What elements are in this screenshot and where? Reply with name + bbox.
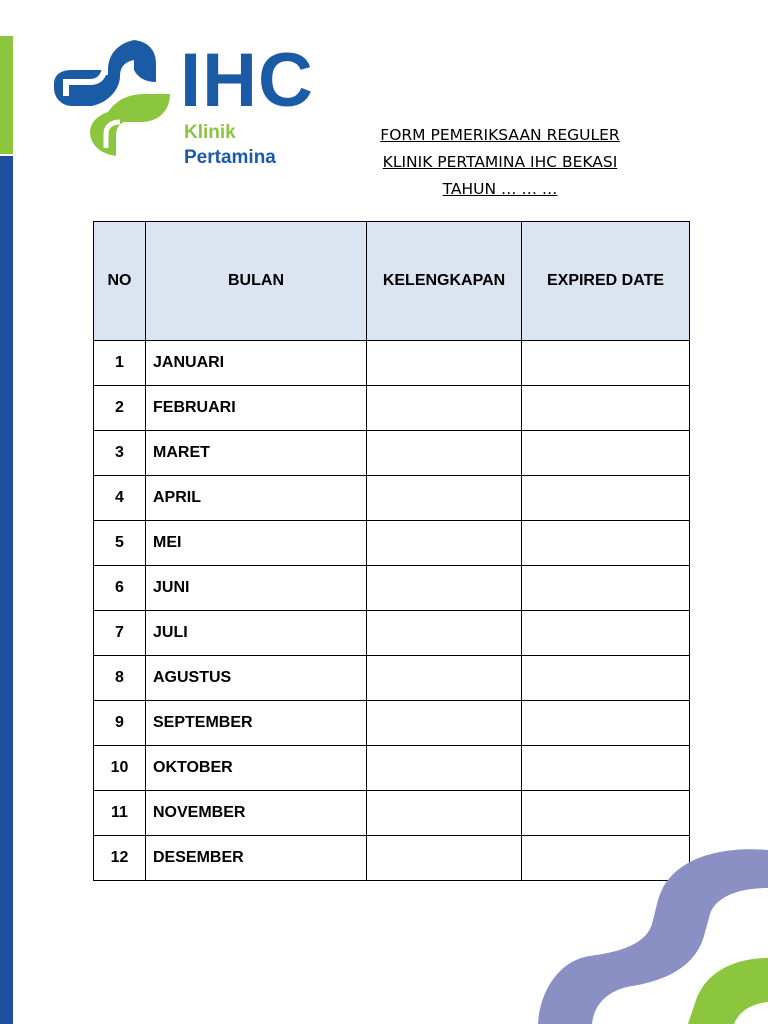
table-row — [94, 386, 690, 431]
row-bulan: SEPTEMBER — [146, 701, 367, 746]
table-row — [94, 521, 690, 566]
row-no: 8 — [94, 656, 146, 701]
row-no: 4 — [94, 476, 146, 521]
row-kelengkapan-cell[interactable] — [367, 566, 522, 611]
header-no: NO — [94, 222, 146, 341]
row-no: 5 — [94, 521, 146, 566]
table-row — [94, 656, 690, 701]
row-kelengkapan-cell[interactable] — [367, 701, 522, 746]
row-bulan: APRIL — [146, 476, 367, 521]
row-expired-date-cell[interactable] — [522, 701, 690, 746]
row-no: 7 — [94, 611, 146, 656]
row-expired-date-cell[interactable] — [522, 521, 690, 566]
row-kelengkapan-cell[interactable] — [367, 611, 522, 656]
table-row — [94, 791, 690, 836]
row-bulan: NOVEMBER — [146, 791, 367, 836]
row-kelengkapan-cell[interactable] — [367, 386, 522, 431]
title-line-2: KLINIK PERTAMINA IHC BEKASI — [382, 153, 618, 171]
table-row — [94, 431, 690, 476]
row-expired-date-cell[interactable] — [522, 746, 690, 791]
title-line-3: TAHUN … … … — [442, 180, 558, 198]
logo-klinik-text: Klinik — [184, 122, 236, 143]
row-expired-date-cell[interactable] — [522, 611, 690, 656]
row-bulan: MEI — [146, 521, 367, 566]
row-bulan: JULI — [146, 611, 367, 656]
table-row — [94, 611, 690, 656]
table-row — [94, 476, 690, 521]
row-no: 3 — [94, 431, 146, 476]
row-bulan: JUNI — [146, 566, 367, 611]
row-kelengkapan-cell[interactable] — [367, 836, 522, 881]
row-bulan: FEBRUARI — [146, 386, 367, 431]
form-title — [340, 122, 660, 203]
row-no: 12 — [94, 836, 146, 881]
row-kelengkapan-cell[interactable] — [367, 656, 522, 701]
row-no: 10 — [94, 746, 146, 791]
row-kelengkapan-cell[interactable] — [367, 791, 522, 836]
table-row — [94, 341, 690, 386]
row-expired-date-cell[interactable] — [522, 386, 690, 431]
row-kelengkapan-cell[interactable] — [367, 521, 522, 566]
header-bulan: BULAN — [146, 222, 367, 341]
row-no: 9 — [94, 701, 146, 746]
row-expired-date-cell[interactable] — [522, 476, 690, 521]
table-row — [94, 701, 690, 746]
row-expired-date-cell[interactable] — [522, 566, 690, 611]
decorative-leaf-icon — [520, 840, 768, 1024]
header-expired-date: EXPIRED DATE — [522, 222, 690, 341]
header-kelengkapan: KELENGKAPAN — [367, 222, 522, 341]
table-body — [94, 341, 690, 881]
row-bulan: AGUSTUS — [146, 656, 367, 701]
row-bulan: JANUARI — [146, 341, 367, 386]
row-bulan: DESEMBER — [146, 836, 367, 881]
row-no: 2 — [94, 386, 146, 431]
row-no: 1 — [94, 341, 146, 386]
title-line-1: FORM PEMERIKSAAN REGULER — [380, 126, 620, 144]
edge-bar-green — [0, 36, 13, 154]
row-kelengkapan-cell[interactable] — [367, 341, 522, 386]
row-expired-date-cell[interactable] — [522, 791, 690, 836]
edge-bar-blue — [0, 156, 13, 1024]
row-bulan: OKTOBER — [146, 746, 367, 791]
table-header-row — [94, 222, 690, 341]
row-bulan: MARET — [146, 431, 367, 476]
clinic-logo — [50, 36, 320, 166]
ihc-cross-logo-icon — [50, 36, 175, 161]
row-no: 11 — [94, 791, 146, 836]
row-kelengkapan-cell[interactable] — [367, 476, 522, 521]
row-expired-date-cell[interactable] — [522, 656, 690, 701]
row-no: 6 — [94, 566, 146, 611]
logo-pertamina-text: Pertamina — [184, 147, 276, 168]
row-kelengkapan-cell[interactable] — [367, 431, 522, 476]
table-row — [94, 746, 690, 791]
row-expired-date-cell[interactable] — [522, 431, 690, 476]
logo-ihc-text: IHC — [180, 38, 314, 123]
row-expired-date-cell[interactable] — [522, 341, 690, 386]
table-row — [94, 566, 690, 611]
row-kelengkapan-cell[interactable] — [367, 746, 522, 791]
monthly-check-table — [93, 221, 690, 881]
